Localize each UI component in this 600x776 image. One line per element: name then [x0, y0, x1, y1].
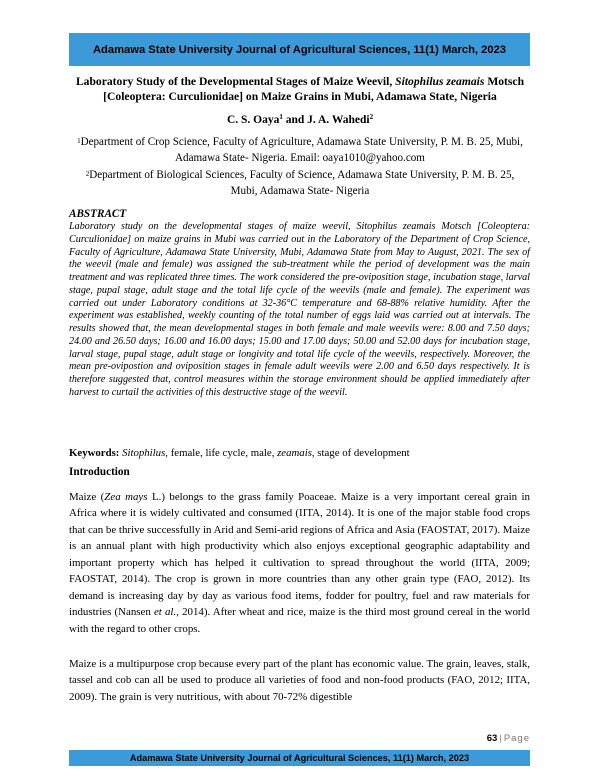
p1-start: Maize (: [69, 491, 105, 503]
page-number: [487, 733, 530, 744]
paper-title: [66, 74, 534, 104]
abstract-text: Laboratory study on the developmental stages of maize weevil, Sitophilus zeamais Motsch [Coleoptera: Curculionidae] on maize grains in Mubi was carried out in the Laboratory of the Department of Crop Science, Faculty of Agriculture, Adamawa State University, Mubi, Adamawa State from May to August, 2021. The sex of the weevil (male and female) was assigned the sub-treatment while the period of development was the main treatment and was replicated three times. The work considered the pre-oviposition stage, incubation stage, larval stage, pupal stage, adult stage and the total life cycle of the weevils (male and female). The experiment was carried out under Laboratory conditions at 32-36°C temperature and 68-88% relative humidity. After the experiment was established, weekly counting of the total number of eggs laid was carried out at intervals. The results showed that, the mean developmental stages in both female and male weevils were: 8.00 and 7.50 days; 24.00 and 26.50 days; 16.00 and 16.00 days; 15.00 and 17.00 days; 50.00 and 52.00 days for incubation stage, larval stage, pupal stage, adult stage or longivity and total life cycle of the weevils, respectively. Moreover, the mean pre-ovipostion and oviposition stages in female adult weevils were 2.00 and 6.50 days respectively. It is therefore suggested that, control measures within the storage environment should be applied immediately after harvest to curtail the activities of this destructive stage of the weevil.: [69, 221, 530, 398]
keyword-zeamais: zeamais: [277, 447, 312, 459]
author-join: and: [282, 114, 308, 126]
keywords-middle: , female, life cycle, male,: [165, 447, 278, 459]
page-word: Page: [503, 733, 530, 744]
author-2: J. A. Wahedi: [307, 114, 370, 126]
keywords-end: , stage of development: [311, 447, 410, 459]
p1-etal: et al.: [153, 606, 177, 619]
title-part1: Laboratory Study of the Developmental Stages of Maize Weevil,: [75, 75, 396, 88]
affiliation-1-mark: 1: [77, 137, 81, 145]
journal-header-banner: [69, 33, 530, 66]
author-list: [66, 114, 534, 126]
journal-footer-banner: [69, 750, 530, 766]
journal-header-text: Adamawa State University Journal of Agricultural Sciences, 11(1) March, 2023: [92, 43, 507, 56]
title-species: Sitophilus zeamais: [395, 75, 485, 88]
p1-body: L.) belongs to the grass family Poaceae. Maize is a very important cereal grain in Africa where it is widely cultivated and consumed (IITA, 2014). It is one of the major stable food crops that can be thrive successfully in Arid and Semi-arid regions of Africa and Asia (FAOSTAT, 2017). Maize is an annual plant with high productivity which also enjoys exceptional geographic adaptability and important property which has helped it cultivation to spread throughout the world (IITA, 2009; FAOSTAT, 2014). The crop is grown in more countries than any other grain type (FAO, 2012). Its demand is increasing day by day as various food items, fodder for poultry, fuel and raw materials for industries (Nansen: [69, 491, 530, 619]
keyword-sitophilus: Sitophilus: [122, 447, 166, 459]
affiliation-2: [74, 167, 526, 199]
abstract-heading: ABSTRACT: [69, 208, 127, 220]
p1-end: , 2014). After wheat and rice, maize is the third most ground cereal in the world with the regard to other crops.: [69, 606, 530, 635]
affiliation-1: [74, 134, 526, 166]
author-1-affiliation-mark: 1: [279, 113, 283, 121]
title-part2: Motsch [Coleoptera: Curculionidae] on Maize Grains in Mubi, Adamawa State, Nigeria: [103, 75, 525, 103]
affiliation-1-text: Department of Crop Science, Faculty of Agriculture, Adamawa State University, P. M. B. 25, Mubi, Adamawa State- Nigeria. Email: oaya1010@yahoo.com: [80, 136, 523, 164]
keywords-label: Keywords:: [69, 447, 120, 459]
affiliation-2-mark: 2: [85, 170, 90, 178]
affiliation-2-text: Department of Biological Sciences, Faculty of Science, Adamawa State University, P. M. B. 25, Mubi, Adamawa State- Nigeria: [89, 169, 515, 197]
p1-species: Zea mays: [104, 491, 148, 503]
journal-footer-text: Adamawa State University Journal of Agricultural Sciences, 11(1) March, 2023: [129, 753, 470, 763]
keywords: [69, 447, 530, 459]
introduction-heading: Introduction: [69, 466, 130, 478]
intro-paragraph-2: Maize is a multipurpose crop because every part of the plant has economic value. The grain, leaves, stalk, tassel and cob can all be used to produce all varieties of food and non-food products (FAO, 2012; IITA, 2009). The grain is very nutritious, with about 70-72% digestible: [69, 658, 530, 703]
page-number-value: 63: [486, 733, 498, 744]
author-2-affiliation-mark: 2: [369, 113, 374, 121]
intro-paragraph-1: [69, 489, 530, 637]
author-1: C. S. Oaya: [226, 114, 280, 126]
page-number-separator: |: [499, 733, 502, 744]
